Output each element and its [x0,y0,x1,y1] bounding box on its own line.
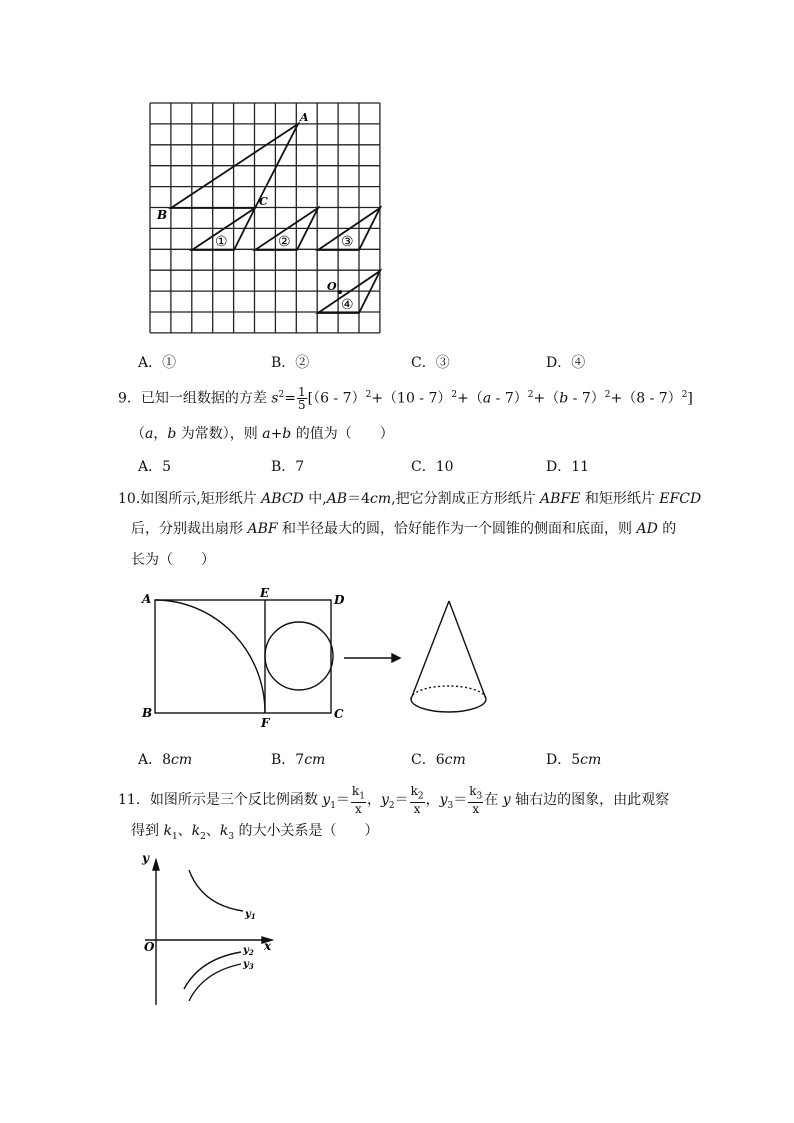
rectangle-abcd [155,600,331,713]
q9-option-b[interactable]: B．7 [271,459,305,475]
q10-option-b[interactable]: B．7cm [271,752,326,768]
axis-label-x: x [264,939,272,953]
cone-left-edge [411,601,449,699]
q9-option-a[interactable]: A．5 [138,459,172,475]
q8-grid-figure [140,95,390,340]
q8-option-d[interactable]: D．④ [546,355,586,371]
label-2: ② [278,234,291,250]
q8-option-c[interactable]: C．③ [411,355,450,371]
arrow-head [392,654,400,662]
inscribed-circle [265,622,333,690]
q9-stem-line1: 9．已知一组数据的方差 $s^2=$ $\frac{1}{5}$ [（6 - 7）$^2$+（10 - 7）$^2$+（a - 7）$^2$+（b - 7）$^2$+（8 - 7）$^2$] [118,385,693,413]
point-o [338,290,342,294]
curve-y3 [189,964,241,1001]
label-c: C [334,707,344,721]
q11-stem-line1: 11．如图所示是三个反比例函数 $y_1=$ $\frac{k_1}{x}$ ，$y_2=$ $\frac{k_2}{x}$ ，$y_3=$ $\frac{k_3}{x}$ 在 y 轴右边的图象，由此观察 [118,783,670,817]
q10-option-d[interactable]: D．5cm [546,752,602,768]
label-d: D [334,593,345,607]
label-o: O [327,280,337,293]
sector-abf-arc [155,600,265,713]
curve-y2 [184,952,241,989]
curve-label-y1: $y_1$ [245,909,256,921]
label-c: C [259,195,268,208]
q10-option-c[interactable]: C．6cm [411,752,466,768]
curve-label-y2: $y_2$ [243,945,254,957]
cone-right-edge [449,601,486,699]
q9-option-c[interactable]: C．10 [411,459,454,475]
q10-rectangle-cone-figure [140,585,500,730]
label-b: B [142,706,153,720]
q11-hyperbola-graph [135,850,285,1010]
label-3: ③ [341,234,354,250]
q9-option-d[interactable]: D．11 [546,459,590,475]
q11-stem-line2: 得到 $k_1$、$k_2$、$k_3$ 的大小关系是（ ） [131,823,379,842]
label-b: B [157,208,168,222]
label-4: ④ [341,297,354,313]
origin-label: O [144,940,155,954]
q8-option-a[interactable]: A．① [138,355,177,371]
q10-stem-line1: 10.如图所示,矩形纸片 ABCD 中,AB＝4cm,把它分割成正方形纸片 ABFE 和矩形纸片 EFCD [118,491,702,507]
label-a: A [142,592,152,606]
q10-stem-line2: 后，分别裁出扇形 ABF 和半径最大的圆，恰好能作为一个圆锥的侧面和底面，则 AD 的 [131,521,677,537]
q10-stem-line3: 长为（ ） [131,552,215,568]
label-a: A [300,111,309,124]
q9-stem-line2: （a，b 为常数），则 a+b 的值为（ ） [131,426,394,442]
curve-label-y3: $y_3$ [243,959,254,971]
cone-base-back [411,686,486,699]
q8-option-b[interactable]: B．② [271,355,310,371]
y-axis-arrow [153,860,159,870]
label-f: F [261,716,270,730]
fraction-one-fifth: $\frac{1}{5}$ [298,385,306,413]
cone-base-front [411,699,486,712]
curve-y1 [189,870,243,911]
label-1: ① [215,234,228,250]
axis-label-y: y [142,851,149,865]
label-e: E [260,586,270,600]
q10-option-a[interactable]: A．8cm [138,752,193,768]
